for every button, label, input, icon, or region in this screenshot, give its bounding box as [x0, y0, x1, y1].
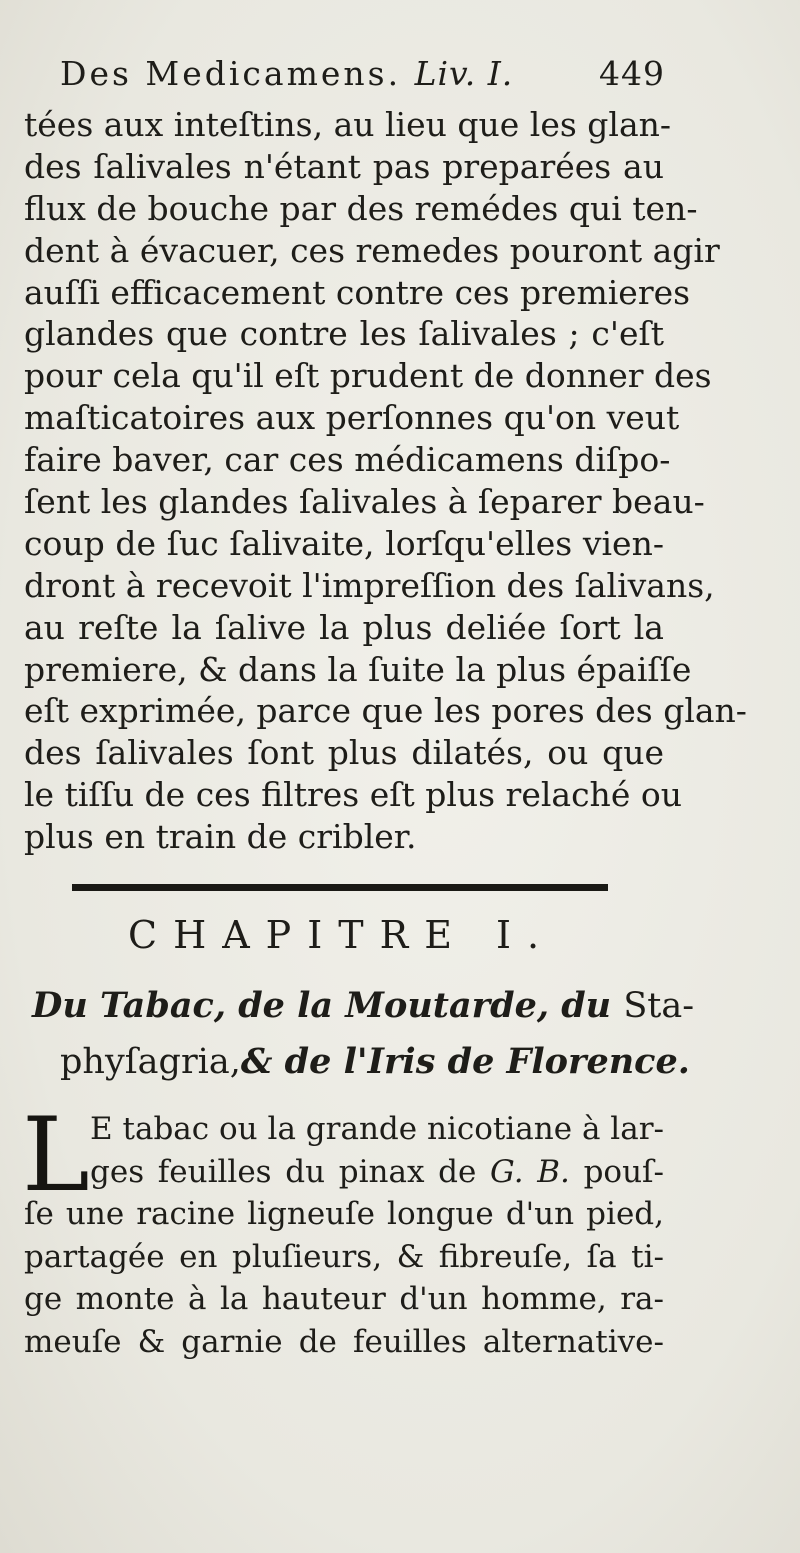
subtitle-line — [24, 978, 695, 1034]
drop-cap: L — [22, 1096, 90, 1215]
section-rule — [72, 884, 608, 891]
subtitle-roman-part: phyſagria, — [60, 1042, 241, 1082]
text-line: dent à évacuer, ces remedes pouront agir — [24, 230, 720, 270]
text-line: dront à recevoit l'impreſſion des ſalivans, — [24, 565, 715, 605]
text-line: E tabac ou la grande nicotiane à lar- — [90, 1111, 664, 1147]
text-line: meuſe & garnie de feuilles alternative- — [24, 1323, 664, 1360]
subtitle-italic-part: & de l'Iris de Florence. — [240, 1041, 690, 1082]
text-line: des ſalivales ſont plus dilatés, ou que — [24, 733, 664, 773]
text-line: glandes que contre les ſalivales ; c'eſt — [24, 314, 664, 354]
subtitle-line — [24, 1034, 690, 1090]
text-line: plus en train de cribler. — [24, 817, 417, 857]
text-line: faire baver, car ces médicamens diſpo- — [24, 440, 671, 480]
author-abbreviation: G. B. — [490, 1153, 570, 1190]
running-title-text: Des Medicamens. — [60, 54, 402, 93]
text-line: ſent les glandes ſalivales à ſeparer beau- — [24, 482, 705, 522]
text-line: pour cela qu'il eſt prudent de donner des — [24, 356, 712, 396]
page-header — [60, 52, 665, 96]
text-line: des ſalivales n'étant pas preparées au — [24, 146, 664, 186]
subtitle-italic-part: Du Tabac, de la Moutarde, du — [32, 985, 624, 1026]
text-line: premiere, & dans la ſuite la plus épaiſſe — [24, 649, 692, 689]
text-line: coup de ſuc ſalivaite, lorſqu'elles vien- — [24, 523, 664, 563]
page-number: 449 — [599, 54, 665, 93]
book-number: Liv. I. — [414, 54, 514, 93]
chapter-heading: CHAPITRE I. — [128, 913, 556, 957]
text-line: maſticatoires aux perſonnes qu'on veut — [24, 398, 680, 438]
text-line: auſſi efficacement contre ces premieres — [24, 272, 691, 312]
body-text — [24, 104, 747, 858]
text-span: pouſ- — [569, 1153, 664, 1190]
text-line — [90, 1151, 664, 1194]
text-line: tées aux inteſtins, au lieu que les glan- — [24, 105, 672, 144]
text-line: flux de bouche par des remédes qui ten- — [24, 188, 698, 228]
running-title — [60, 52, 513, 96]
text-line: le tiſſu de ces filtres eſt plus relaché ou — [24, 775, 682, 815]
text-line: ge monte à la hauteur d'un homme, ra- — [24, 1281, 664, 1318]
text-line: eſt exprimée, parce que les pores des glan- — [24, 691, 747, 731]
chapter-paragraph — [22, 1096, 664, 1364]
chapter-subtitle — [24, 978, 695, 1090]
text-line: au reſte la ſalive la plus deliée ſort la — [24, 607, 664, 647]
text-line: partagée en pluſieurs, & fibreuſe, ſa ti- — [24, 1238, 664, 1275]
text-span: ges feuilles du pinax de — [90, 1153, 491, 1190]
text-line: ſe une racine ligneuſe longue d'un pied, — [24, 1196, 664, 1233]
subtitle-roman-part: Sta- — [623, 986, 695, 1026]
